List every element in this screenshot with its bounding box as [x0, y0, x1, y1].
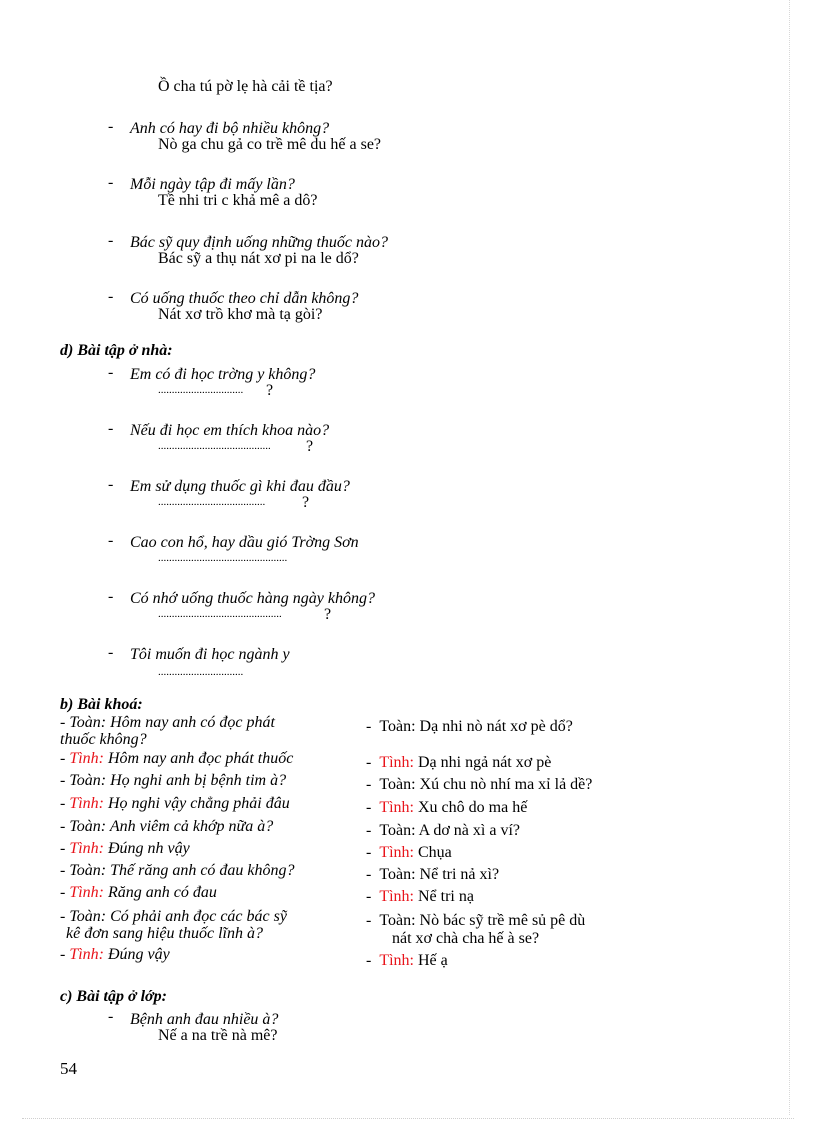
bullet-dash: - [108, 532, 114, 549]
speaker-name: Toàn: [69, 818, 107, 835]
answer-line: Nế a na trề nà mê? [158, 1027, 278, 1044]
speaker-name: Toàn: [379, 776, 416, 793]
section-heading: c) Bài tập ở lớp: [60, 988, 167, 1005]
dialogue-text: Anh viêm cả khớp nữa à? [109, 818, 274, 835]
speaker-name: Tình: [379, 952, 414, 969]
dialogue-text: Xu chô do ma hế [418, 799, 528, 816]
dialogue-text: Họ nghi vậy chẳng phải đâu [108, 795, 290, 812]
dialogue-line: - Tình: Dạ nhi ngả nát xơ pè [366, 754, 552, 771]
bullet-dash: - [108, 644, 114, 661]
dialogue-text: Răng anh có đau [108, 884, 217, 901]
dialogue-continuation: nát xơ chà cha hế à se? [392, 930, 540, 947]
dialogue-line: - Toàn: Có phải anh đọc các bác sỹ [60, 908, 287, 925]
dialogue-text: Có phải anh đọc các bác sỹ [110, 908, 287, 925]
answer-line: Ồ cha tú pờ lẹ hà cải tề tịa? [158, 78, 333, 95]
question-line: Bác sỹ quy định uống những thuốc nào? [130, 234, 389, 251]
dialogue-text: Đúng vậy [108, 946, 170, 963]
speaker-name: Tình: [69, 884, 104, 901]
speaker-name: Tình: [69, 750, 104, 767]
answer-line: Nát xơ trồ khơ mà tạ gòi? [158, 306, 323, 323]
dialogue-line: - Toàn: A dơ nà xì a ví? [366, 822, 520, 839]
speaker-name: Toàn: [69, 862, 107, 879]
dialogue-line: - Toàn: Dạ nhi nò nát xơ pè dổ? [366, 718, 573, 735]
speaker-name: Toàn: [379, 866, 416, 883]
bullet-dash: - [108, 118, 114, 135]
dialogue-text: Nể tri nả xì? [419, 866, 500, 883]
answer-end: ? [302, 494, 310, 511]
section-heading: b) Bài khoá: [60, 696, 143, 713]
dialogue-text: Nể tri nạ [418, 888, 474, 905]
dialogue-text: Chụa [418, 844, 452, 861]
dialogue-text: Hôm nay anh đọc phát thuốc [108, 750, 294, 767]
answer-blank: ............................................... [158, 552, 288, 564]
speaker-name: Tình: [379, 799, 414, 816]
speaker-name: Tình: [69, 795, 104, 812]
speaker-name: Toàn: [69, 772, 107, 789]
dialogue-line: - Tình: Đúng vậy [60, 946, 170, 963]
dialogue-line: - Tình: Hôm nay anh đọc phát thuốc [60, 750, 294, 767]
speaker-name: Toàn: [69, 908, 107, 925]
question-line: Có uống thuốc theo chỉ dẫn không? [130, 290, 359, 307]
question-line: Anh có hay đi bộ nhiều không? [130, 120, 330, 137]
dialogue-text: Hôm nay anh có đọc phát [110, 714, 275, 731]
dialogue-line: - Tình: Răng anh có đau [60, 884, 217, 901]
dialogue-text: Hế ạ [418, 952, 448, 969]
answer-blank: ............................................. [158, 608, 282, 620]
section-heading: d) Bài tập ở nhà: [60, 342, 173, 359]
dialogue-text: Xú chu nò nhí ma xỉ lả dề? [419, 776, 593, 793]
dialogue-text: A dơ nà xì a ví? [418, 822, 520, 839]
question-line: Bệnh anh đau nhiều à? [130, 1011, 279, 1028]
dialogue-line: - Tình: Nể tri nạ [366, 888, 474, 905]
bullet-dash: - [108, 588, 114, 605]
speaker-name: Tình: [69, 840, 104, 857]
dialogue-line: - Tình: Chụa [366, 844, 452, 861]
speaker-name: Toàn: [379, 718, 416, 735]
exercise-prompt: Tôi muốn đi học ngành y [130, 646, 290, 663]
dialogue-line: - Tình: Đúng nh vậy [60, 840, 190, 857]
answer-end: ? [306, 438, 314, 455]
question-line: Mỗi ngày tập đi mấy lần? [130, 176, 295, 193]
speaker-name: Tình: [379, 844, 414, 861]
dialogue-text: Dạ nhi ngả nát xơ pè [418, 754, 552, 771]
bullet-dash: - [108, 174, 114, 191]
speaker-name: Tình: [69, 946, 104, 963]
dialogue-text: Dạ nhi nò nát xơ pè dổ? [419, 718, 573, 735]
dialogue-continuation: thuốc không? [60, 731, 147, 748]
answer-end: ? [324, 606, 332, 623]
answer-blank: ............................... [158, 384, 244, 396]
answer-line: Nò ga chu gả co trề mê du hế a se? [158, 136, 382, 153]
dialogue-line: - Toàn: Thế răng anh có đau không? [60, 862, 295, 879]
bullet-dash: - [108, 420, 114, 437]
exercise-prompt: Nếu đi học em thích khoa nào? [130, 422, 330, 439]
speaker-name: Tình: [379, 888, 414, 905]
dialogue-text: Nò bác sỹ trề mê sủ pê dù [419, 912, 586, 929]
bullet-dash: - [108, 288, 114, 305]
dialogue-line: - Toàn: Hôm nay anh có đọc phát [60, 714, 275, 731]
bullet-dash: - [108, 476, 114, 493]
dialogue-line: - Tình: Hế ạ [366, 952, 448, 969]
margin-guide [789, 0, 790, 1115]
dialogue-line: - Toàn: Nể tri nả xì? [366, 866, 500, 883]
exercise-prompt: Em sử dụng thuốc gì khi đau đầu? [130, 478, 350, 495]
answer-line: Tề nhi tri c khả mê a dô? [158, 192, 318, 209]
dialogue-line: - Tình: Xu chô do ma hế [366, 799, 528, 816]
speaker-name: Toàn: [379, 912, 416, 929]
exercise-prompt: Cao con hổ, hay dầu gió Trờng Sơn [130, 534, 359, 551]
exercise-prompt: Em có đi học trờng y không? [130, 366, 316, 383]
dialogue-line: - Toàn: Nò bác sỹ trề mê sủ pê dù [366, 912, 586, 929]
dialogue-line: - Tình: Họ nghi vậy chẳng phải đâu [60, 795, 290, 812]
answer-end: ? [266, 382, 274, 399]
bullet-dash: - [108, 364, 114, 381]
dialogue-line: - Toàn: Họ nghi anh bị bệnh tim à? [60, 772, 287, 789]
dialogue-continuation: kê đơn sang hiệu thuốc lĩnh à? [66, 925, 263, 942]
answer-line: Bác sỹ a thụ nát xơ pi na le dổ? [158, 250, 359, 267]
dialogue-line: - Toàn: Xú chu nò nhí ma xỉ lả dề? [366, 776, 593, 793]
dialogue-text: Họ nghi anh bị bệnh tim à? [110, 772, 287, 789]
footer-divider [22, 1118, 794, 1119]
page-number: 54 [60, 1059, 77, 1078]
dialogue-text: Thế răng anh có đau không? [110, 862, 295, 879]
speaker-name: Toàn: [379, 822, 416, 839]
dialogue-line: - Toàn: Anh viêm cả khớp nữa à? [60, 818, 274, 835]
answer-blank: ............................... [158, 666, 244, 678]
answer-blank: ....................................... [158, 496, 266, 508]
answer-blank: ......................................... [158, 440, 271, 452]
bullet-dash: - [108, 232, 114, 249]
bullet-dash: - [108, 1008, 114, 1025]
speaker-name: Tình: [379, 754, 414, 771]
speaker-name: Toàn: [69, 714, 107, 731]
dialogue-text: Đúng nh vậy [108, 840, 190, 857]
exercise-prompt: Có nhớ uống thuốc hàng ngày không? [130, 590, 375, 607]
